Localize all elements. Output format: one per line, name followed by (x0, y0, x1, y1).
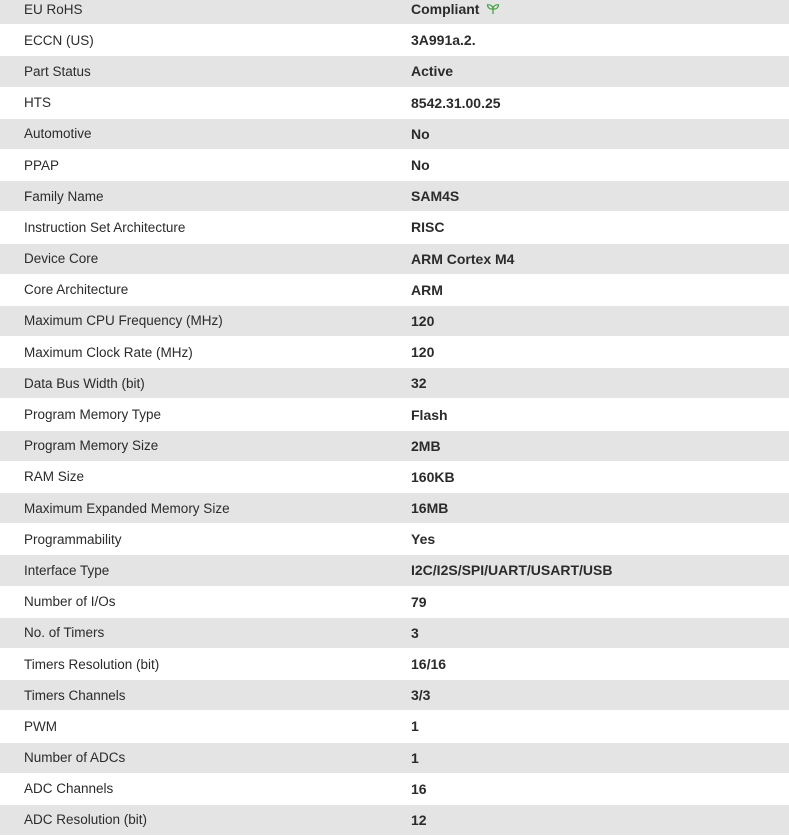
spec-value: SAM4S (411, 188, 460, 205)
spec-label: PPAP (24, 157, 60, 173)
table-row (0, 25, 789, 56)
spec-value: Active (411, 63, 454, 80)
table-row (0, 150, 789, 181)
table-row (0, 431, 789, 462)
spec-value: 16 (411, 780, 427, 797)
table-row (0, 524, 789, 555)
table-row (0, 306, 789, 337)
spec-label: ADC Channels (24, 781, 114, 797)
spec-label: PWM (24, 718, 57, 734)
spec-value: Compliant (411, 1, 480, 18)
spec-label: Core Architecture (24, 282, 129, 298)
spec-label: Number of ADCs (24, 750, 126, 766)
spec-value: 120 (411, 312, 435, 329)
table-row (0, 680, 789, 711)
leaf-icon (486, 3, 500, 15)
spec-value: 2MB (411, 437, 441, 454)
spec-value: ARM (411, 281, 443, 298)
spec-label: No. of Timers (24, 625, 105, 641)
spec-value: 3/3 (411, 687, 431, 704)
table-row (0, 711, 789, 742)
spec-label: Part Status (24, 63, 91, 79)
table-row (0, 337, 789, 368)
spec-value: RISC (411, 219, 445, 236)
spec-value: 160KB (411, 468, 455, 485)
table-row (0, 774, 789, 805)
spec-value-cell (388, 1, 789, 17)
table-row (0, 805, 789, 836)
table-row (0, 119, 789, 150)
table-row (0, 0, 789, 25)
spec-value: 120 (411, 344, 435, 361)
table-row (0, 88, 789, 119)
spec-value: No (411, 157, 430, 174)
spec-label: Instruction Set Architecture (24, 219, 186, 235)
spec-label: Number of I/Os (24, 594, 116, 610)
spec-label: ECCN (US) (24, 32, 94, 48)
spec-label: Automotive (24, 126, 92, 142)
table-row (0, 368, 789, 399)
spec-label: Maximum Clock Rate (MHz) (24, 344, 193, 360)
spec-value: Flash (411, 406, 448, 423)
table-row (0, 399, 789, 430)
table-row (0, 618, 789, 649)
table-row (0, 275, 789, 306)
spec-label: EU RoHS (24, 1, 83, 17)
spec-value: 32 (411, 375, 427, 392)
spec-value: 1 (411, 749, 419, 766)
table-row (0, 493, 789, 524)
spec-value: 16/16 (411, 656, 447, 673)
spec-value: 12 (411, 811, 427, 828)
spec-label: Program Memory Size (24, 438, 159, 454)
table-row (0, 462, 789, 493)
spec-label: Family Name (24, 188, 104, 204)
table-row (0, 555, 789, 586)
table-row (0, 56, 789, 87)
spec-value: 3A991a.2. (411, 32, 476, 49)
table-row (0, 743, 789, 774)
spec-value: I2C/I2S/SPI/UART/USART/USB (411, 562, 613, 579)
spec-value: 79 (411, 593, 427, 610)
table-row (0, 587, 789, 618)
table-row (0, 244, 789, 275)
spec-value: 1 (411, 718, 419, 735)
spec-label: Program Memory Type (24, 407, 162, 423)
spec-value: No (411, 125, 430, 142)
spec-label: Maximum Expanded Memory Size (24, 500, 230, 516)
spec-label: Timers Channels (24, 687, 126, 703)
spec-label: HTS (24, 95, 51, 111)
spec-value: Yes (411, 531, 436, 548)
spec-value: 8542.31.00.25 (411, 94, 501, 111)
spec-label: Device Core (24, 251, 99, 267)
spec-value: ARM Cortex M4 (411, 250, 515, 267)
spec-label: RAM Size (24, 469, 85, 485)
spec-label: Data Bus Width (bit) (24, 375, 145, 391)
spec-value: 16MB (411, 500, 449, 517)
spec-value: 3 (411, 624, 419, 641)
spec-label: Programmability (24, 531, 122, 547)
table-row (0, 649, 789, 680)
table-row (0, 212, 789, 243)
spec-label: Interface Type (24, 562, 110, 578)
spec-label: Timers Resolution (bit) (24, 656, 160, 672)
table-row (0, 181, 789, 212)
spec-label: ADC Resolution (bit) (24, 812, 148, 828)
spec-label: Maximum CPU Frequency (MHz) (24, 313, 223, 329)
